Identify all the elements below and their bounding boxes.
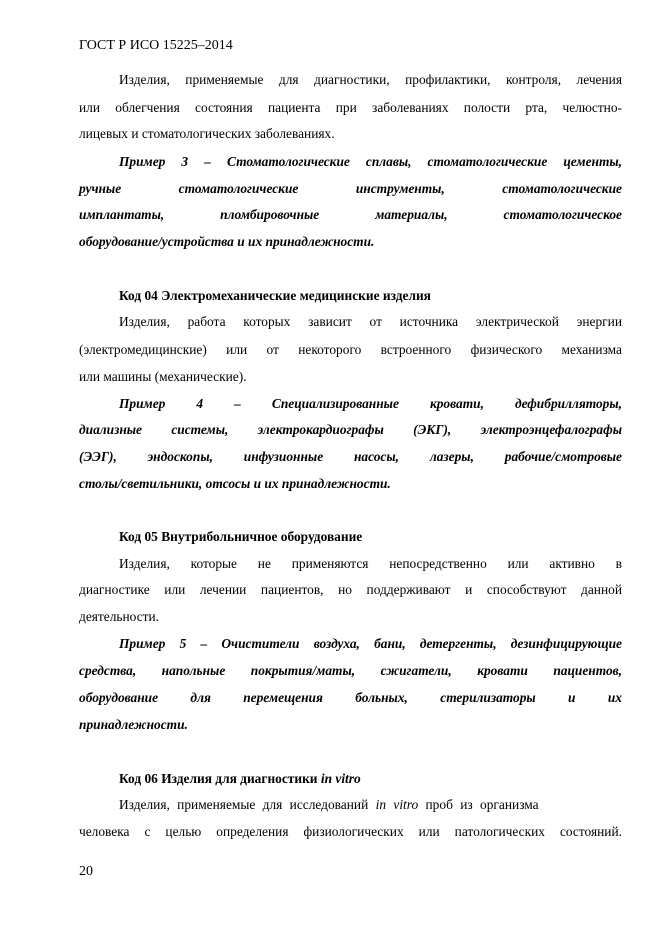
- intro-line-2: или облегчения состояния пациента при заболеваниях полости рта, челюстно-: [79, 100, 622, 115]
- code05-para-line-2: диагностике или лечении пациентов, но поддерживают и способствуют данной: [79, 582, 622, 597]
- page-number: 20: [79, 864, 93, 879]
- example5-line-1: Пример 5 – Очистители воздуха, бани, детергенты, дезинфицирующие: [119, 636, 622, 651]
- code05-title: Код 05 Внутрибольничное оборудование: [119, 529, 363, 544]
- example3-line-1: Пример 3 – Стоматологические сплавы, стоматологические цементы,: [119, 154, 622, 169]
- example5-line-4: принадлежности.: [79, 717, 188, 732]
- code06-para-line-1: [119, 797, 622, 813]
- code05-para-line-3: деятельности.: [79, 609, 160, 624]
- code04-para-line-2: (электромедицинские) или от некоторого встроенного физического механизма: [79, 342, 622, 357]
- code06-para-line-1-italic: in vitro: [375, 797, 419, 812]
- example3-line-3: имплантаты, пломбировочные материалы, стоматологическое: [79, 207, 622, 222]
- code06-para-line-1-a: Изделия, применяемые для исследований: [119, 797, 376, 812]
- code04-para-line-1: Изделия, работа которых зависит от источника электрической энергии: [119, 314, 622, 329]
- code06-title-italic: in vitro: [320, 771, 361, 786]
- code04-title: Код 04 Электромеханические медицинские изделия: [119, 288, 431, 303]
- example4-line-1: Пример 4 – Специализированные кровати, дефибрилляторы,: [119, 396, 622, 411]
- example4-line-3: (ЭЭГ), эндоскопы, инфузионные насосы, лазеры, рабочие/смотровые: [79, 449, 622, 464]
- document-header: ГОСТ Р ИСО 15225–2014: [79, 38, 233, 53]
- example4-line-2: диализные системы, электрокардиографы (ЭКГ), электроэнцефалографы: [79, 422, 622, 437]
- code05-para-line-1: Изделия, которые не применяются непосредственно или активно в: [119, 556, 622, 571]
- example4-line-4: столы/светильники, отсосы и их принадлежности.: [79, 476, 391, 491]
- intro-line-1: Изделия, применяемые для диагностики, профилактики, контроля, лечения: [119, 72, 622, 87]
- code06-para-line-1-b: проб из организма: [418, 797, 539, 812]
- code06-title: [119, 771, 622, 787]
- example5-line-3: оборудование для перемещения больных, стерилизаторы и их: [79, 690, 622, 705]
- intro-line-3: лицевых и стоматологических заболеваниях.: [79, 126, 335, 141]
- code04-para-line-3: или машины (механические).: [79, 369, 247, 384]
- code06-para-line-2: человека с целью определения физиологических или патологических состояний.: [79, 824, 622, 839]
- example3-line-2: ручные стоматологические инструменты, стоматологические: [79, 181, 622, 196]
- example3-line-4: оборудование/устройства и их принадлежности.: [79, 234, 375, 249]
- example5-line-2: средства, напольные покрытия/маты, сжигатели, кровати пациентов,: [79, 663, 622, 678]
- code06-title-text: Код 06 Изделия для диагностики: [119, 771, 321, 786]
